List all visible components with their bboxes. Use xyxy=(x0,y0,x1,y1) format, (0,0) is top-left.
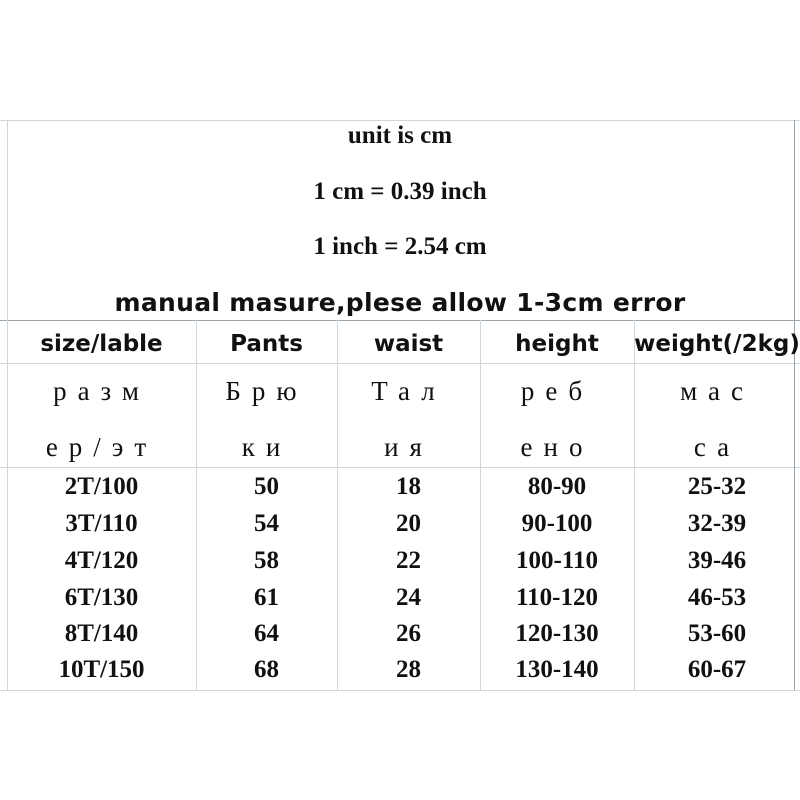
cell-waist: 26 xyxy=(396,620,421,647)
cell-pants: 64 xyxy=(254,620,279,647)
russian-label-height-1: реб xyxy=(520,376,594,406)
russian-label-size-1: разм xyxy=(53,376,150,406)
russian-label-weight-1: мас xyxy=(680,376,754,406)
cell-size: 2T/100 xyxy=(64,473,139,500)
header-size: size/lable xyxy=(40,331,163,357)
russian-label-waist-2: ия xyxy=(384,432,433,462)
cell-weight: 25-32 xyxy=(687,473,747,500)
russian-label-size-2: ер/эт xyxy=(45,432,158,462)
error-note: manual masure,plese allow 1-3cm error xyxy=(114,288,686,317)
cell-height: 110-120 xyxy=(516,584,598,611)
cell-weight: 39-46 xyxy=(687,547,747,574)
cell-waist: 28 xyxy=(396,656,421,683)
cell-weight: 32-39 xyxy=(687,510,747,537)
cell-size: 8T/140 xyxy=(64,620,139,647)
cell-pants: 50 xyxy=(254,473,279,500)
russian-label-pants-2: ки xyxy=(241,432,292,462)
cell-size: 10T/150 xyxy=(58,656,145,683)
unit-note: unit is cm xyxy=(347,122,453,149)
grid-line xyxy=(0,690,800,691)
russian-label-waist-1: Тал xyxy=(371,376,446,406)
cm-to-inch-note: 1 cm = 0.39 inch xyxy=(313,178,487,205)
russian-label-weight-2: са xyxy=(693,432,741,462)
cell-height: 130-140 xyxy=(515,656,599,683)
grid-line xyxy=(0,120,800,121)
cell-pants: 58 xyxy=(254,547,279,574)
cell-size: 4T/120 xyxy=(64,547,139,574)
cell-height: 90-100 xyxy=(521,510,593,537)
russian-label-pants-1: Брю xyxy=(225,376,308,406)
cell-waist: 22 xyxy=(396,547,421,574)
cell-waist: 18 xyxy=(396,473,421,500)
cell-pants: 54 xyxy=(254,510,279,537)
header-waist: waist xyxy=(373,331,444,357)
cell-height: 100-110 xyxy=(516,547,598,574)
cell-weight: 60-67 xyxy=(687,656,747,683)
cell-weight: 46-53 xyxy=(687,584,747,611)
cell-waist: 24 xyxy=(396,584,421,611)
cell-pants: 61 xyxy=(254,584,279,611)
inch-to-cm-note: 1 inch = 2.54 cm xyxy=(313,233,487,260)
cell-pants: 68 xyxy=(254,656,279,683)
cell-size: 3T/110 xyxy=(65,510,138,537)
cell-size: 6T/130 xyxy=(64,584,139,611)
cell-waist: 20 xyxy=(396,510,421,537)
grid-line xyxy=(0,320,800,321)
header-height: height xyxy=(515,331,599,357)
cell-weight: 53-60 xyxy=(687,620,747,647)
cell-height: 120-130 xyxy=(515,620,599,647)
cell-height: 80-90 xyxy=(527,473,587,500)
header-pants: Pants xyxy=(230,331,303,357)
header-weight: weight(/2kg) xyxy=(634,331,800,357)
grid-line xyxy=(0,363,800,364)
russian-label-height-2: ено xyxy=(520,432,594,462)
